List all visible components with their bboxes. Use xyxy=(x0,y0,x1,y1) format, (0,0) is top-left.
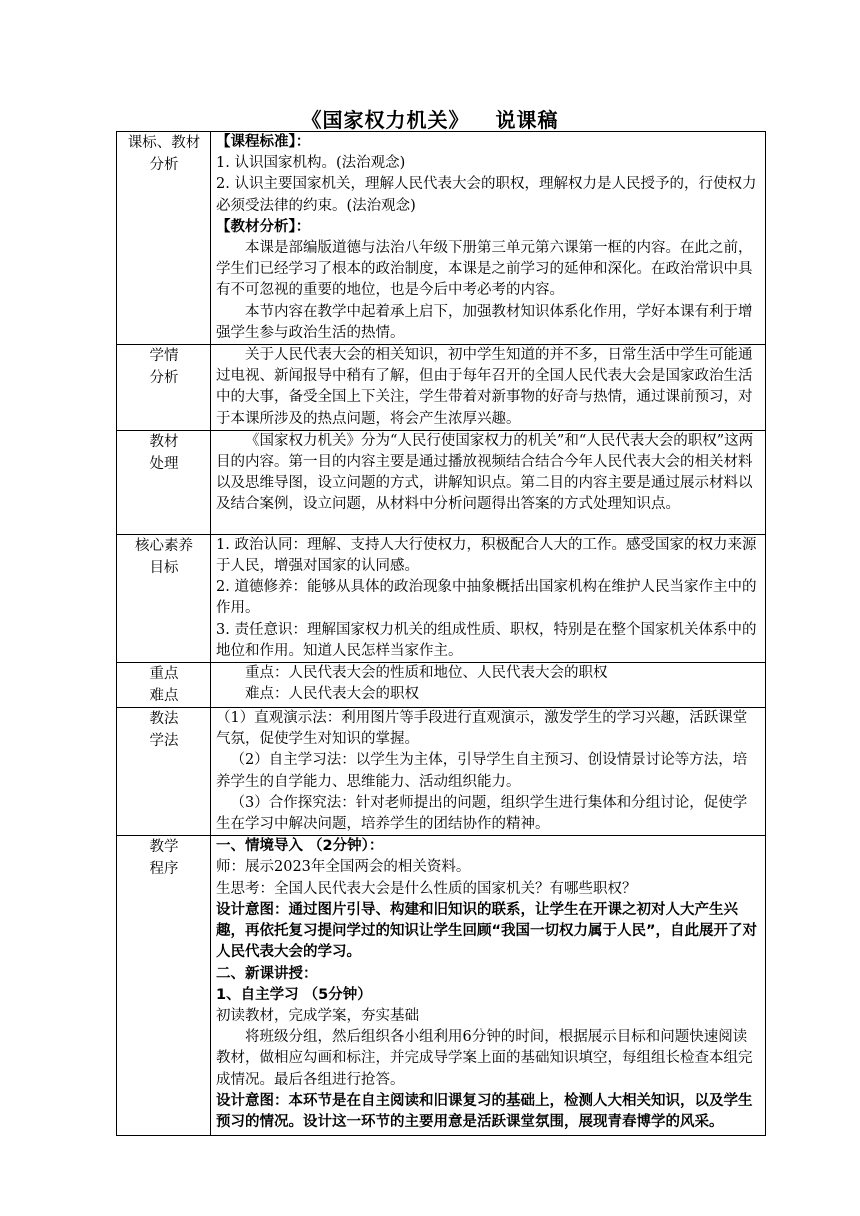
design-intent: 设计意图：通过图片引导、构建和旧知识的联系，让学生在开课之初对人大产生兴趣，再依托复习提问学过的知识让学生回顾“我国一切权力属于人民”，自此展开了对人民代表大会的学习。 xyxy=(216,901,758,961)
literacy-item: 3. 责任意识：理解国家权力机关的组成性质、职权，特别是在整个国家机关体系中的地位和作用。知道人民怎样当家作主。 xyxy=(216,621,757,659)
procedure-text: 师：展示2023年全国两会的相关资料。 xyxy=(216,859,471,876)
keypoint-item: 重点：人民代表大会的性质和地位、人民代表大会的职权 xyxy=(245,665,608,682)
content-textbook xyxy=(211,430,766,534)
section-heading: 一、情境导入 （2分钟）： xyxy=(216,838,384,855)
label-students: 学情 分析 xyxy=(117,345,211,431)
label-procedure: 教学 程序 xyxy=(117,836,211,1136)
label-standards: 课标、教材 分析 xyxy=(117,132,211,345)
heading-textbook-analysis: 【教材分析】： xyxy=(216,218,311,235)
title-suffix: 说课稿 xyxy=(495,108,559,132)
row-methods xyxy=(117,708,766,836)
section-heading: 二、新课讲授： xyxy=(216,965,318,982)
literacy-item: 1. 政治认同：理解、支持人大行使权力，积极配合人大的工作。感受国家的权力来源于人民，增强对国家的认同感。 xyxy=(216,536,757,575)
analysis-paragraph: 本课是部编版道德与法治八年级下册第三单元第六课第一框的内容。在此之前，学生们已经学习了根本的政治制度，本课是之前学习的延伸和深化。在政治常识中具有不可忽视的重要的地位，也是今后中考必考的内容。 xyxy=(216,240,753,299)
label-textbook: 教材 处理 xyxy=(117,430,211,534)
label-methods: 教法 学法 xyxy=(117,708,211,836)
students-paragraph: 关于人民代表大会的相关知识，初中学生知道的并不多，日常生活中学生可能通过电视、新闻报导中稍有了解，但由于每年召开的全国人民代表大会是国家政治生活中的大事，备受全国上下关注，学生带着对新事物的好奇与热情，通过课前预习，对于本课所涉及的热点问题，将会产生浓厚兴趣。 xyxy=(216,347,753,427)
title-main: 《国家权力机关》 xyxy=(301,108,470,132)
content-procedure xyxy=(211,836,766,1136)
heading-course-standard: 【课程标准】： xyxy=(216,134,311,150)
design-intent: 设计意图：本环节是在自主阅读和旧课复习的基础上，检测人大相关知识，以及学生预习的情况。设计这一环节的主要用意是活跃课堂氛围，展现青春博学的风采。 xyxy=(216,1092,753,1130)
content-standards xyxy=(211,132,766,345)
label-keypoints: 重点 难点 xyxy=(117,663,211,708)
method-item: （1）直观演示法：利用图片等手段进行直观演示，激发学生的学习兴趣，活跃课堂气氛，促使学生对知识的掌握。 xyxy=(216,710,748,748)
method-item: （3）合作探究法：针对老师提出的问题，组织学生进行集体和分组讨论，促使学生在学习中解决问题，培养学生的团结协作的精神。 xyxy=(216,794,748,833)
textbook-paragraph: 《国家权力机关》分为“人民行使国家权力的机关”和“人民代表大会的职权”这两目的内容。第一目的内容主要是通过播放视频结合结合今年人民代表大会的相关材料以及思维导图，设立问题的方式，讲解知识点。第二目的内容主要是通过展示材料以及结合案例，设立问题，从材料中分析问题得出答案的方式处理知识点。 xyxy=(216,432,754,513)
row-keypoints xyxy=(117,663,766,708)
label-literacy: 核心素养 目标 xyxy=(117,534,211,662)
content-keypoints xyxy=(211,663,766,708)
standard-item: 2. 认识主要国家机关，理解人民代表大会的职权，理解权力是人民授予的，行使权力必须受法律的约束。(法治观念) xyxy=(216,176,757,214)
procedure-text: 将班级分组，然后组织各小组利用6分钟的时间，根据展示目标和问题快速阅读教材，做相应勾画和标注，并完成导学案上面的基础知识填空，每组组长检查本组完成情况。最后各组进行抢答。 xyxy=(216,1029,753,1088)
row-procedure xyxy=(117,836,766,1136)
analysis-paragraph: 本节内容在教学中起着承上启下，加强教材知识体系化作用，学好本课有利于增强学生参与政治生活的热情。 xyxy=(216,303,753,341)
difficulty-item: 难点：人民代表大会的职权 xyxy=(245,686,419,703)
method-item: （2）自主学习法：以学生为主体，引导学生自主预习、创设情景讨论等方法，培养学生的自学能力、思维能力、活动组织能力。 xyxy=(216,752,748,790)
subsection-heading: 1、自主学习 （5分钟） xyxy=(216,986,372,1003)
procedure-text: 初读教材，完成学案，夯实基础 xyxy=(216,1007,419,1024)
content-literacy xyxy=(211,534,766,662)
lesson-plan-table xyxy=(116,131,766,1136)
content-students xyxy=(211,345,766,431)
literacy-item: 2. 道德修养：能够从具体的政治现象中抽象概括出国家机构在维护人民当家作主中的作用。 xyxy=(216,579,757,617)
content-methods xyxy=(211,708,766,836)
row-standards xyxy=(117,132,766,345)
row-students xyxy=(117,345,766,431)
row-literacy xyxy=(117,534,766,662)
standard-item: 1. 认识国家机构。(法治观念) xyxy=(216,155,406,172)
row-textbook xyxy=(117,430,766,534)
page-title xyxy=(0,104,860,133)
procedure-text: 生思考：全国人民代表大会是什么性质的国家机关？有哪些职权？ xyxy=(216,880,637,897)
